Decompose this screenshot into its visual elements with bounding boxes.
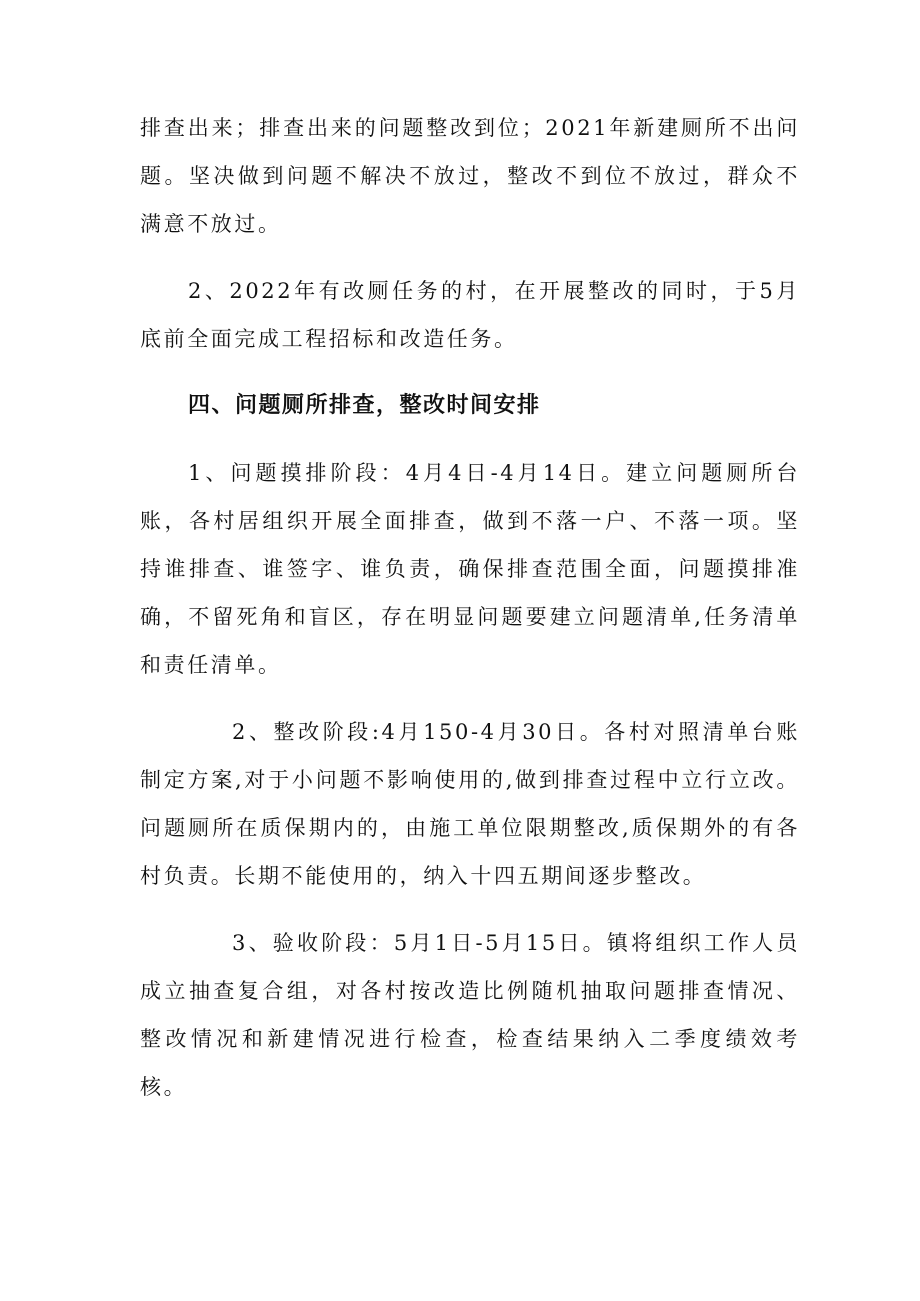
paragraph-stage-3: 3、验收阶段：5月1日-5月15日。镇将组织工作人员成立抽查复合组，对各村按改造比例随机抽取问题排查情况、整改情况和新建情况进行检查，检查结果纳入二季度绩效考核。 <box>140 931 800 1099</box>
paragraph-stage-2: 2、整改阶段:4月150-4月30日。各村对照清单台账制定方案,对于小问题不影响使用的,做到排查过程中立行立改。问题厕所在质保期内的，由施工单位限期整改,质保期外的有各村负责。长期不能使用的，纳入十四五期间逐步整改。 <box>140 720 800 888</box>
section-heading: 四、问题厕所排查，整改时间安排 <box>188 393 541 418</box>
document-body <box>140 104 800 1111</box>
paragraph-stage-1: 1、问题摸排阶段：4月4日-4月14日。建立问题厕所台账，各村居组织开展全面排查，做到不落一户、不落一项。坚持谁排查、谁签字、谁负责，确保排查范围全面，问题摸排准确，不留死角和盲区，存在明显问题要建立问题清单,任务清单和责任清单。 <box>140 461 800 677</box>
paragraph-item-2: 2、2022年有改厕任务的村，在开展整改的同时，于5月底前全面完成工程招标和改造任务。 <box>140 279 800 351</box>
paragraph-continuation: 排查出来；排查出来的问题整改到位；2021年新建厕所不出问题。坚决做到问题不解决不放过，整改不到位不放过，群众不满意不放过。 <box>140 116 800 236</box>
